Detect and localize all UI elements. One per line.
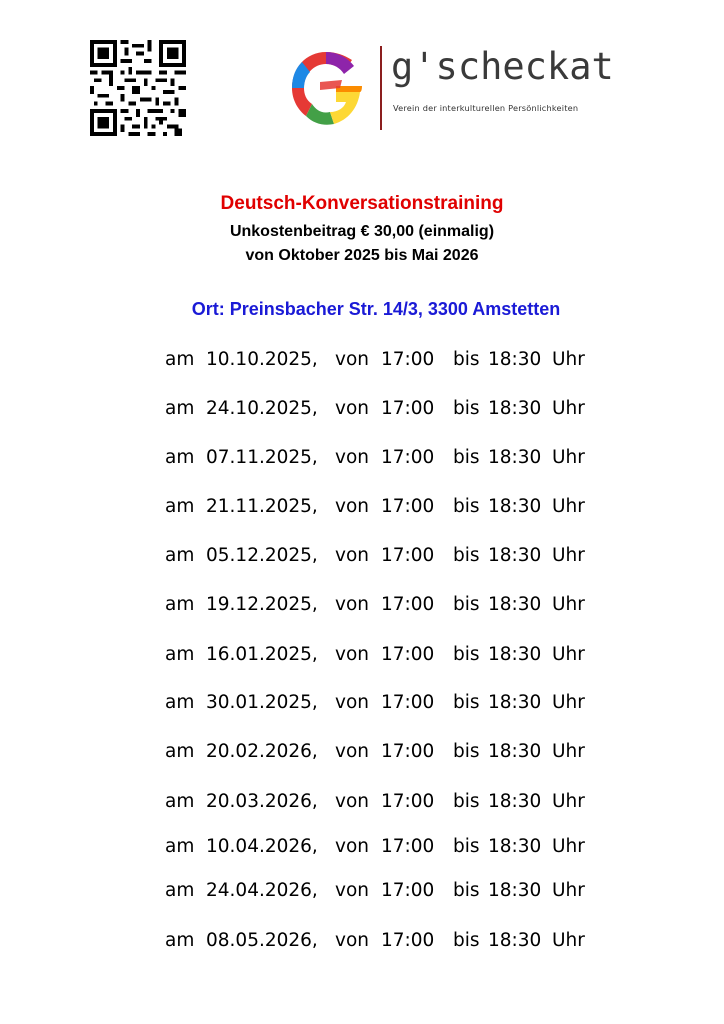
to-label: bis [453,349,480,370]
date-prefix: am [165,836,195,857]
session-date: 20.03.2026, [206,791,318,812]
brand-name: g'scheckat [391,45,614,88]
end-time: 18:30 [488,545,542,566]
start-time: 17:00 [381,692,435,713]
session-date: 05.12.2025, [206,545,318,566]
time-unit: Uhr [552,692,585,713]
end-time: 18:30 [488,791,542,812]
to-label: bis [453,930,480,951]
course-location: Ort: Preinsbacher Str. 14/3, 3300 Amstetten [191,299,561,319]
date-prefix: am [165,496,195,517]
to-label: bis [453,741,480,762]
session-date: 19.12.2025, [206,594,318,615]
start-time: 17:00 [381,594,435,615]
time-unit: Uhr [552,398,585,419]
session-date: 30.01.2025, [206,692,318,713]
course-title: Deutsch-Konversationstraining [220,193,504,214]
from-label: von [335,496,369,517]
date-prefix: am [165,594,195,615]
date-prefix: am [165,930,195,951]
time-unit: Uhr [552,930,585,951]
end-time: 18:30 [488,644,542,665]
session-date: 24.10.2025, [206,398,318,419]
to-label: bis [453,594,480,615]
time-unit: Uhr [552,545,585,566]
end-time: 18:30 [488,880,542,901]
end-time: 18:30 [488,447,542,468]
time-unit: Uhr [552,447,585,468]
date-prefix: am [165,791,195,812]
end-time: 18:30 [488,349,542,370]
date-prefix: am [165,880,195,901]
end-time: 18:30 [488,594,542,615]
end-time: 18:30 [488,836,542,857]
to-label: bis [453,496,480,517]
from-label: von [335,791,369,812]
to-label: bis [453,545,480,566]
logo-divider [380,46,382,130]
end-time: 18:30 [488,930,542,951]
start-time: 17:00 [381,545,435,566]
start-time: 17:00 [381,496,435,517]
date-prefix: am [165,692,195,713]
start-time: 17:00 [381,398,435,419]
to-label: bis [453,836,480,857]
to-label: bis [453,692,480,713]
from-label: von [335,930,369,951]
start-time: 17:00 [381,349,435,370]
time-unit: Uhr [552,880,585,901]
date-prefix: am [165,545,195,566]
date-prefix: am [165,741,195,762]
end-time: 18:30 [488,398,542,419]
time-unit: Uhr [552,644,585,665]
from-label: von [335,644,369,665]
date-prefix: am [165,349,195,370]
from-label: von [335,398,369,419]
to-label: bis [453,791,480,812]
from-label: von [335,836,369,857]
course-fee: Unkostenbeitrag € 30,00 (einmalig) [229,223,495,240]
from-label: von [335,545,369,566]
brand-tagline: Verein der interkulturellen Persönlichkeiten [393,103,579,113]
from-label: von [335,692,369,713]
session-date: 16.01.2025, [206,644,318,665]
session-date: 08.05.2026, [206,930,318,951]
from-label: von [335,349,369,370]
start-time: 17:00 [381,930,435,951]
to-label: bis [453,880,480,901]
course-period: von Oktober 2025 bis Mai 2026 [245,247,479,264]
time-unit: Uhr [552,349,585,370]
end-time: 18:30 [488,692,542,713]
start-time: 17:00 [381,741,435,762]
to-label: bis [453,398,480,419]
time-unit: Uhr [552,496,585,517]
end-time: 18:30 [488,741,542,762]
date-prefix: am [165,644,195,665]
end-time: 18:30 [488,496,542,517]
date-prefix: am [165,398,195,419]
time-unit: Uhr [552,594,585,615]
from-label: von [335,447,369,468]
from-label: von [335,741,369,762]
start-time: 17:00 [381,836,435,857]
start-time: 17:00 [381,880,435,901]
qr-code[interactable] [90,40,186,136]
session-date: 10.04.2026, [206,836,318,857]
start-time: 17:00 [381,791,435,812]
to-label: bis [453,644,480,665]
session-date: 07.11.2025, [206,447,318,468]
to-label: bis [453,447,480,468]
time-unit: Uhr [552,741,585,762]
from-label: von [335,880,369,901]
logo-icon [286,46,366,132]
time-unit: Uhr [552,791,585,812]
start-time: 17:00 [381,644,435,665]
time-unit: Uhr [552,836,585,857]
session-date: 10.10.2025, [206,349,318,370]
from-label: von [335,594,369,615]
session-date: 21.11.2025, [206,496,318,517]
session-date: 20.02.2026, [206,741,318,762]
start-time: 17:00 [381,447,435,468]
session-date: 24.04.2026, [206,880,318,901]
date-prefix: am [165,447,195,468]
